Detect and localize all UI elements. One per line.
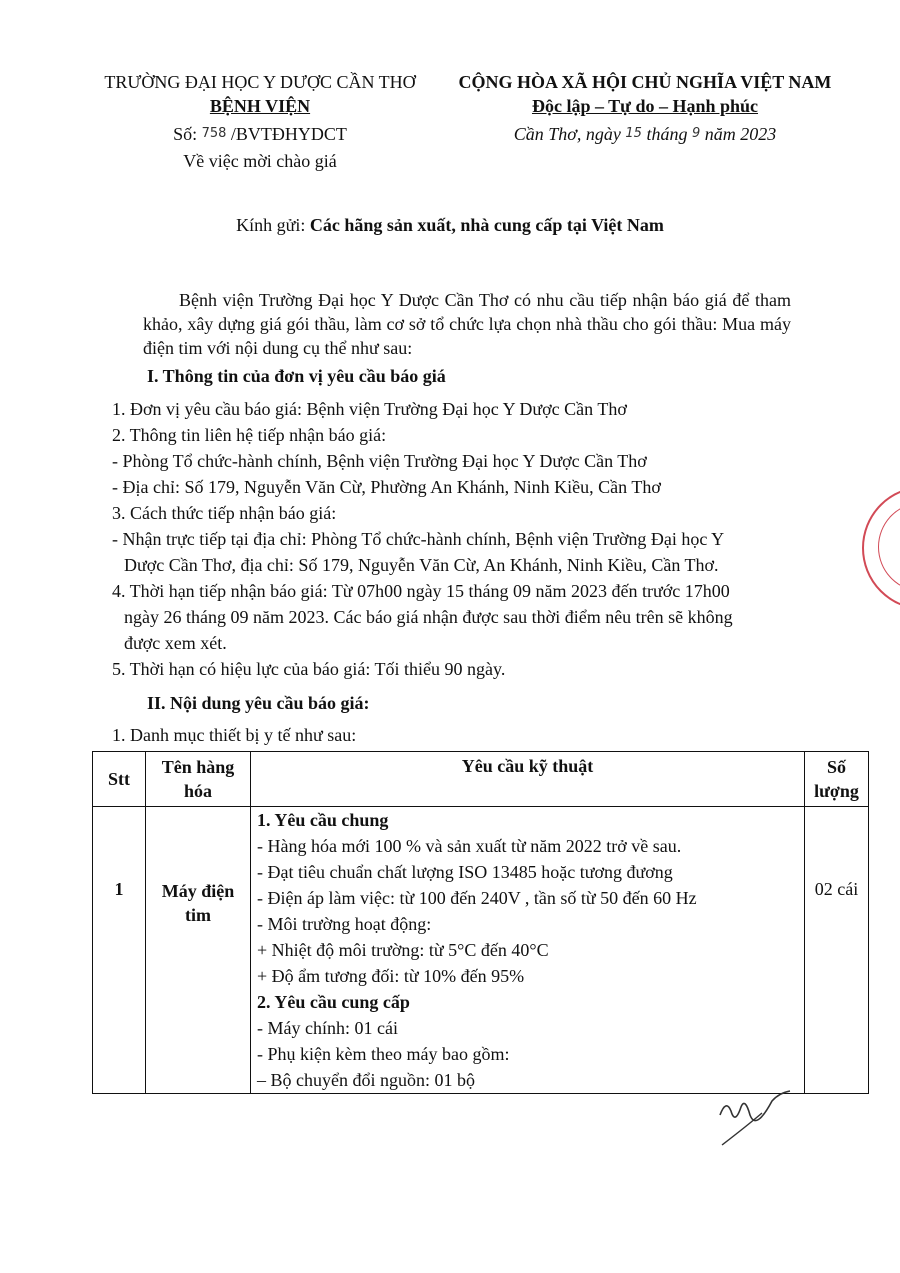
table-header-row xyxy=(93,752,869,807)
row-stt xyxy=(93,807,146,1094)
table-row xyxy=(93,807,869,1094)
spec-line: - Điện áp làm việc: từ 100 đến 240V , tần số từ 50 đến 60 Hz xyxy=(257,888,697,908)
row-name-line2: tim xyxy=(185,905,211,925)
dept-name: BỆNH VIỆN xyxy=(209,96,311,116)
date-prefix: Cần Thơ, ngày xyxy=(513,124,621,144)
spec-line: + Độ ẩm tương đối: từ 10% đến 95% xyxy=(257,966,525,986)
right-header xyxy=(440,70,850,149)
addressee-value: Các hãng sản xuất, nhà cung cấp tại Việt Nam xyxy=(309,215,664,235)
org-name: TRƯỜNG ĐẠI HỌC Y DƯỢC CẦN THƠ xyxy=(104,72,416,92)
spec-line: + Nhiệt độ môi trường: từ 5°C đến 40°C xyxy=(257,940,549,960)
col-header-spec: Yêu cầu kỹ thuật xyxy=(251,752,805,807)
col-header-qty xyxy=(805,752,869,807)
col-header-name-line1: Tên hàng xyxy=(161,757,235,777)
col-header-qty-line1: Số xyxy=(826,757,846,777)
s1-item-3: - Phòng Tổ chức-hành chính, Bệnh viện Trường Đại học Y Dược Cần Thơ xyxy=(112,451,647,471)
nation-motto: Độc lập – Tự do – Hạnh phúc xyxy=(531,96,759,116)
s1-item-2: 2. Thông tin liên hệ tiếp nhận báo giá: xyxy=(112,425,387,445)
s1-item-7: Dược Cần Thơ, địa chỉ: Số 179, Nguyễn Văn Cừ, An Khánh, Ninh Kiều, Cần Thơ. xyxy=(124,555,719,575)
addressee xyxy=(0,215,900,236)
doc-subject: Về việc mời chào giá xyxy=(183,151,337,171)
row-spec xyxy=(251,807,805,1094)
row-name xyxy=(146,807,251,1094)
s1-item-9: ngày 26 tháng 09 năm 2023. Các báo giá nhận được sau thời điểm nêu trên sẽ không xyxy=(124,607,733,627)
row-qty-value: 02 cái xyxy=(814,879,859,899)
s1-item-10: được xem xét. xyxy=(124,633,227,653)
handwritten-initials xyxy=(712,1085,802,1147)
addressee-label: Kính gửi: xyxy=(236,215,306,235)
col-header-stt: Stt xyxy=(93,752,146,807)
spec-line: – Bộ chuyển đổi nguồn: 01 bộ xyxy=(257,1070,475,1090)
s1-item-5: 3. Cách thức tiếp nhận báo giá: xyxy=(112,503,337,523)
section1-heading: I. Thông tin của đơn vị yêu cầu báo giá xyxy=(147,366,446,386)
s1-item-1: 1. Đơn vị yêu cầu báo giá: Bệnh viện Trường Đại học Y Dược Cần Thơ xyxy=(112,399,627,419)
spec-line: - Môi trường hoạt động: xyxy=(257,914,432,934)
spec-line: - Hàng hóa mới 100 % và sản xuất từ năm 2022 trở về sau. xyxy=(257,836,682,856)
spec-line: - Máy chính: 01 cái xyxy=(257,1018,398,1038)
spec-line: - Đạt tiêu chuẩn chất lượng ISO 13485 hoặc tương đương xyxy=(257,862,673,882)
date-month-label: tháng xyxy=(646,124,688,144)
equipment-table xyxy=(92,751,869,1094)
col-header-qty-line2: lượng xyxy=(814,781,859,801)
s1-item-6: - Nhận trực tiếp tại địa chỉ: Phòng Tổ chức-hành chính, Bệnh viện Trường Đại học Y xyxy=(112,529,725,549)
intro-paragraph: Bệnh viện Trường Đại học Y Dược Cần Thơ có nhu cầu tiếp nhận báo giá để tham khảo, xây dựng giá gói thầu, làm cơ sở tổ chức lựa chọn nhà thầu cho gói thầu: Mua máy điện tim với nội dung cụ thể như sau: xyxy=(143,290,791,358)
spec-heading-supply: 2. Yêu cầu cung cấp xyxy=(257,992,410,1012)
row-qty xyxy=(805,807,869,1094)
row-stt-value: 1 xyxy=(114,879,124,899)
section2-heading: II. Nội dung yêu cầu báo giá: xyxy=(147,693,370,713)
date-year: năm 2023 xyxy=(704,124,777,144)
date-day-handwritten: 15 xyxy=(625,126,642,141)
row-name-line1: Máy điện xyxy=(161,881,235,901)
doc-number xyxy=(60,122,460,149)
date-month-handwritten: 9 xyxy=(691,126,701,141)
doc-number-prefix: Số: xyxy=(173,124,198,144)
doc-number-suffix: /BVTĐHYDCT xyxy=(230,124,347,144)
col-header-name-line2: hóa xyxy=(183,781,212,801)
equipment-list-intro: 1. Danh mục thiết bị y tế như sau: xyxy=(112,725,357,745)
s1-item-4: - Địa chỉ: Số 179, Nguyễn Văn Cừ, Phường An Khánh, Ninh Kiều, Cần Thơ xyxy=(112,477,661,497)
nation-title: CỘNG HÒA XÃ HỘI CHỦ NGHĨA VIỆT NAM xyxy=(458,72,832,92)
doc-number-handwritten: 758 xyxy=(201,126,227,141)
spec-line: - Phụ kiện kèm theo máy bao gồm: xyxy=(257,1044,510,1064)
spec-heading-general: 1. Yêu cầu chung xyxy=(257,810,389,830)
s1-item-8: 4. Thời hạn tiếp nhận báo giá: Từ 07h00 ngày 15 tháng 09 năm 2023 đến trước 17h00 xyxy=(112,581,730,601)
col-header-name xyxy=(146,752,251,807)
left-header xyxy=(60,70,460,173)
s1-item-11: 5. Thời hạn có hiệu lực của báo giá: Tối thiểu 90 ngày. xyxy=(112,659,506,679)
doc-date xyxy=(440,122,850,149)
